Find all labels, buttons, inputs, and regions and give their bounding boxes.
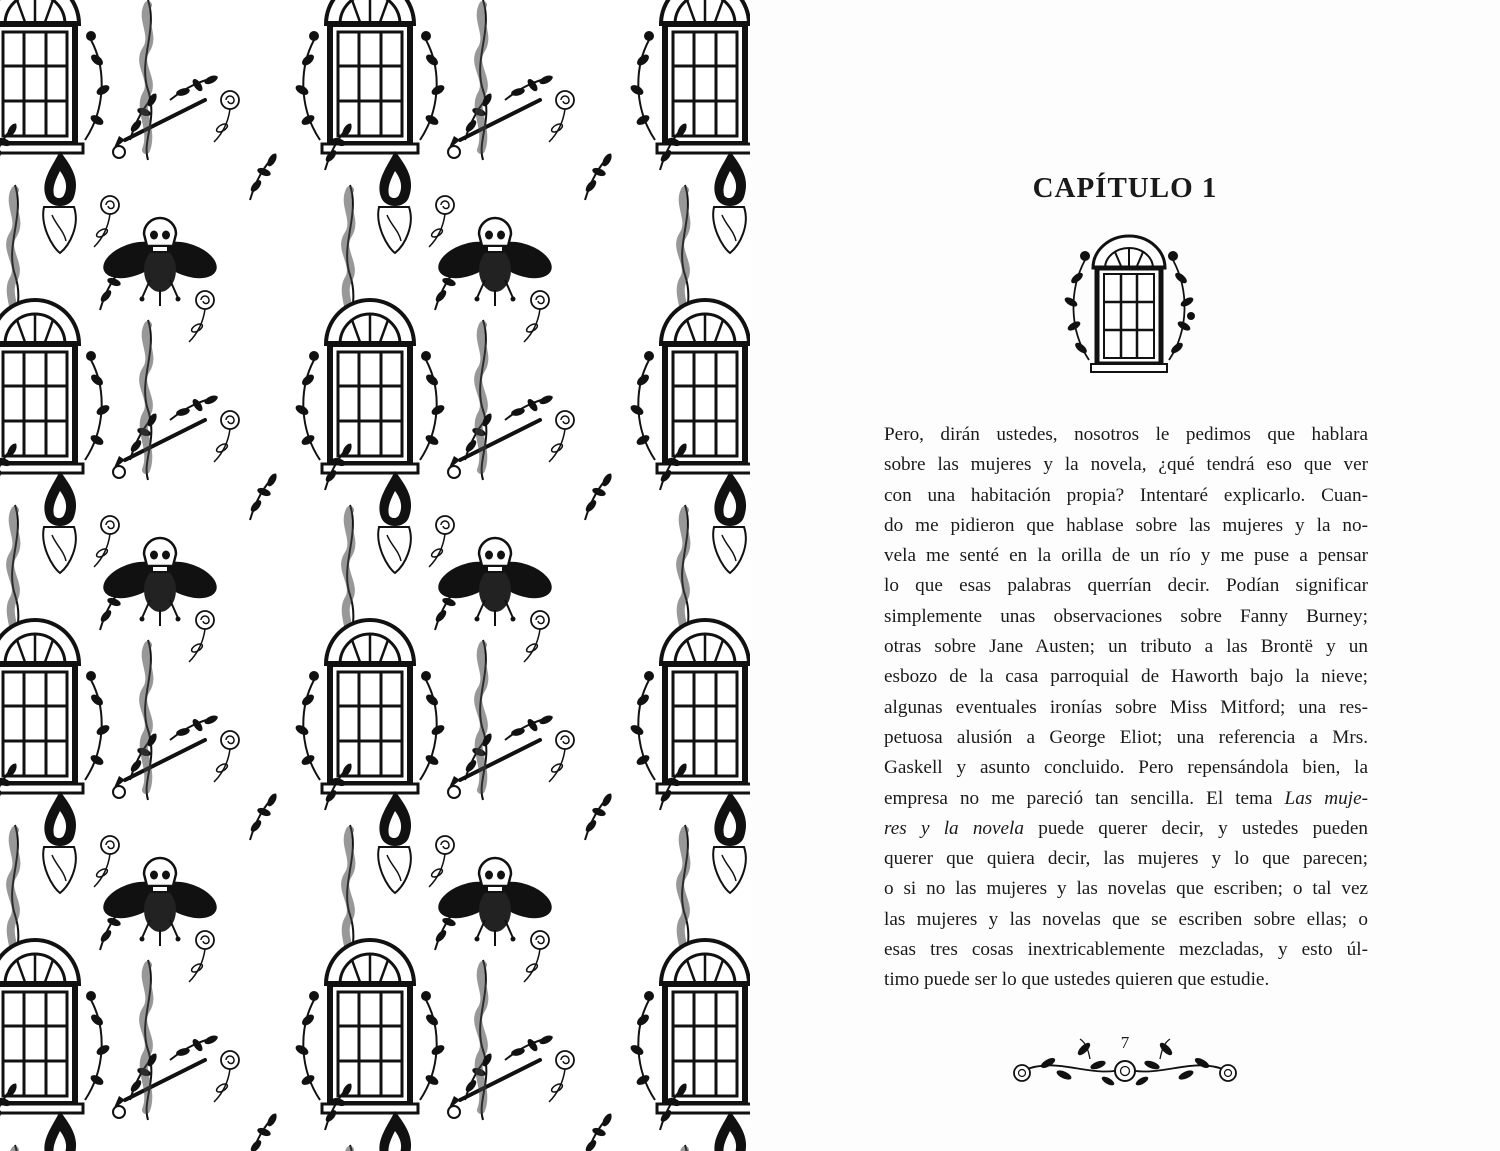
text-run: empresa no me pareció tan sencilla. El tema <box>884 787 1285 809</box>
text-line: las mujeres y las novelas que se escriben sobre ellas; o <box>884 908 1368 930</box>
text-line: do me pidieron que hablase sobre las mujeres y la no- <box>884 514 1368 536</box>
pattern-tile <box>0 620 279 985</box>
pattern-tile <box>629 940 750 1151</box>
text-line: algunas eventuales ironías sobre Miss Mitford; una res- <box>884 696 1368 718</box>
text-line: lo que esas palabras querrían decir. Podían significar <box>884 575 1368 597</box>
body-paragraph <box>884 420 1368 996</box>
book-title-italic: Las muje- <box>1284 787 1368 809</box>
text-line: esas tres cosas inextricablemente mezcladas, y esto úl- <box>884 939 1368 961</box>
text-line: esbozo de la casa parroquial de Haworth bajo la nieve; <box>884 666 1368 688</box>
page-number: 7 <box>1120 1033 1130 1052</box>
text-line: vela me senté en la orilla de un río y me puse a pensar <box>884 545 1368 567</box>
pattern-tile <box>294 300 614 665</box>
pattern-tile <box>629 620 750 985</box>
pattern-tile <box>0 300 279 665</box>
text-line: sobre las mujeres y la novela, ¿qué tendrá eso que ver <box>884 454 1368 476</box>
pattern-tile <box>294 0 614 345</box>
pattern-tile <box>629 0 750 345</box>
text-line: Pero, dirán ustedes, nosotros le pedimos que hablara <box>884 424 1368 445</box>
pattern-tile <box>0 940 279 1151</box>
text-line: otras sobre Jane Austen; un tributo a las Brontë y un <box>884 636 1368 658</box>
text-line: simplemente unas observaciones sobre Fanny Burney; <box>884 605 1368 627</box>
text-line <box>884 814 1368 844</box>
arched-window-with-vines-icon <box>1044 222 1214 384</box>
text-line: petuosa alusión a George Eliot; una referencia a Mrs. <box>884 726 1368 748</box>
book-title-italic: res y la novela <box>884 817 1024 839</box>
text-line: querer que quiera decir, las mujeres y lo que parecen; <box>884 848 1368 870</box>
floral-vine-icon <box>1008 1035 1242 1091</box>
pattern-tile <box>294 620 614 985</box>
text-line: o si no las mujeres y las novelas que escriben; o tal vez <box>884 878 1368 900</box>
pattern-tile <box>629 300 750 665</box>
text-line: con una habitación propia? Intentaré explicarlo. Cuan- <box>884 484 1368 506</box>
chapter-title: CAPÍTULO 1 <box>1032 172 1218 204</box>
text-page <box>750 0 1500 1151</box>
pattern-tile <box>294 940 614 1151</box>
text-line: Gaskell y asunto concluido. Pero repensándola bien, la <box>884 757 1368 779</box>
text-line <box>884 784 1368 814</box>
text-line: timo puede ser lo que ustedes quieren que estudie. <box>884 969 1270 991</box>
text-run: puede querer decir, y ustedes pueden <box>1024 817 1368 839</box>
pattern-tile <box>0 0 279 345</box>
